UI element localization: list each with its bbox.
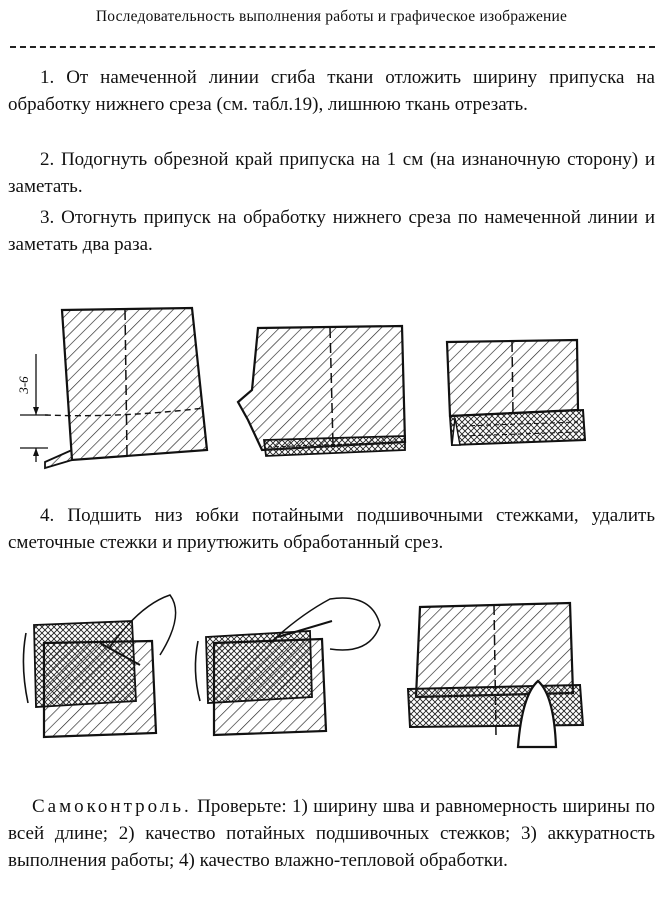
step-3-text: 3. Отогнуть припуск на обработку нижнего среза по намеченной линии и заметать два раза. <box>8 207 655 255</box>
skirt-panel-folded-allowance <box>447 340 585 445</box>
figure-row-hem-preparation <box>0 290 663 480</box>
step-2-text: 2. Подогнуть обрезной край припуска на 1 см (на изнаночную сторону) и заметать. <box>8 149 655 197</box>
header-divider <box>10 46 655 48</box>
self-control-block <box>8 793 655 874</box>
step-4-text: 4. Подшить низ юбки потайными подшивочными стежками, удалить сметочные стежки и приутюжить обработанный срез. <box>8 505 655 553</box>
figure-row-blind-stitching <box>0 585 663 760</box>
finished-hem-pressing <box>408 603 583 747</box>
blind-stitch-step-b <box>195 598 380 735</box>
self-control-text: Проверьте: 1) ширину шва и равномерность ширины по всей длине; 2) качество потайных подшивочных стежков; 3) аккуратность выполнения работы; 4) качество влажно-тепловой обработки. <box>8 796 655 871</box>
skirt-panel-marked-fold <box>16 308 207 468</box>
blind-stitch-step-a <box>23 595 175 737</box>
step-1-text: 1. От намеченной линии сгиба ткани отложить ширину припуска на обработку нижнего среза (см. табл.19), лишнюю ткань отрезать. <box>8 67 655 115</box>
skirt-panel-turned-edge <box>238 326 405 456</box>
self-control-title: Самоконтроль. <box>32 796 192 817</box>
dimension-label: 3-6 <box>16 376 31 394</box>
page-header: Последовательность выполнения работы и графическое изображение <box>95 8 568 25</box>
